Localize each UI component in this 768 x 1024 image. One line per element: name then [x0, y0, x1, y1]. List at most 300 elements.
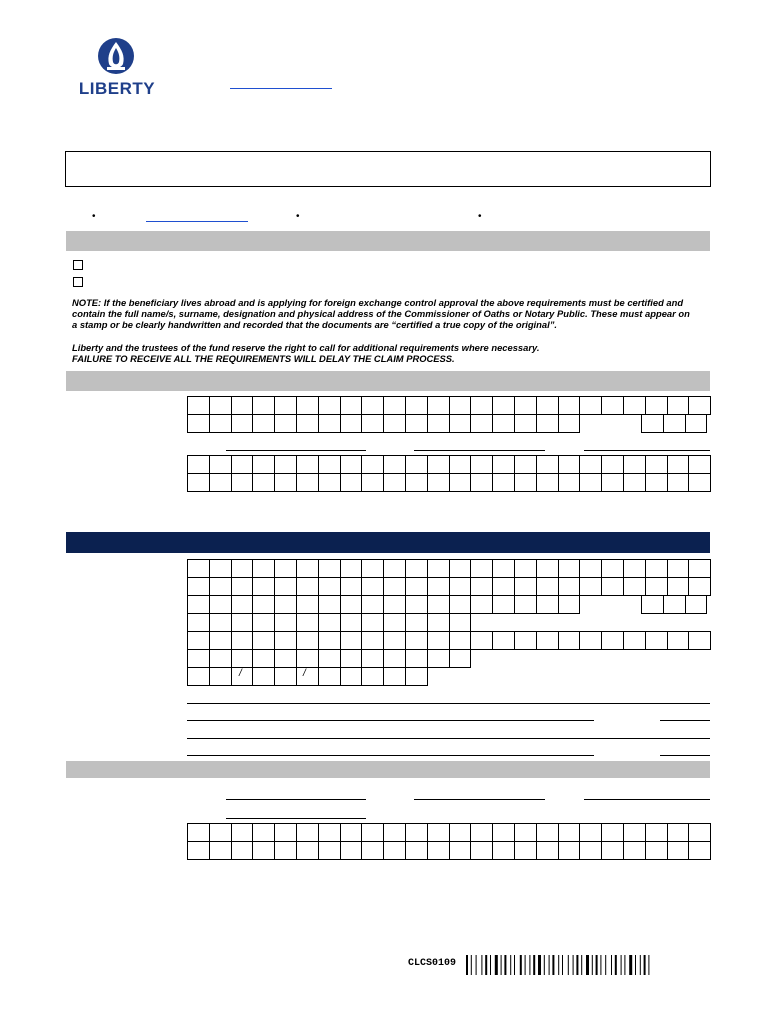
char-box[interactable] [361, 473, 384, 492]
char-box[interactable] [340, 414, 363, 433]
char-box[interactable] [361, 613, 384, 632]
char-box[interactable] [536, 559, 559, 578]
char-box[interactable] [470, 455, 493, 474]
requirement-checkbox-2[interactable] [73, 277, 83, 287]
char-box[interactable] [470, 396, 493, 415]
char-box[interactable] [318, 559, 341, 578]
field-underline[interactable] [414, 450, 545, 451]
char-box[interactable] [601, 559, 624, 578]
char-box[interactable] [492, 823, 515, 842]
char-box[interactable] [318, 649, 341, 668]
char-box[interactable] [274, 667, 297, 686]
char-box[interactable] [645, 577, 668, 596]
char-box[interactable] [623, 823, 646, 842]
char-box[interactable] [252, 631, 275, 650]
char-box[interactable] [405, 577, 428, 596]
char-box[interactable] [623, 631, 646, 650]
char-box[interactable] [405, 414, 428, 433]
char-box[interactable] [536, 396, 559, 415]
char-box[interactable] [296, 396, 319, 415]
char-box[interactable] [667, 559, 690, 578]
char-box[interactable] [383, 613, 406, 632]
char-box[interactable] [601, 455, 624, 474]
address-line[interactable] [187, 755, 594, 756]
char-box[interactable] [340, 455, 363, 474]
char-box[interactable] [340, 649, 363, 668]
char-box[interactable] [688, 823, 711, 842]
char-box[interactable] [492, 631, 515, 650]
char-box[interactable] [536, 414, 559, 433]
char-box[interactable] [641, 414, 664, 433]
char-box[interactable] [688, 577, 711, 596]
char-box[interactable] [536, 823, 559, 842]
char-box[interactable] [645, 631, 668, 650]
char-box[interactable] [514, 823, 537, 842]
char-box[interactable] [492, 414, 515, 433]
char-box[interactable] [209, 455, 232, 474]
char-box[interactable] [252, 649, 275, 668]
char-box[interactable] [209, 823, 232, 842]
char-box[interactable] [209, 649, 232, 668]
char-box[interactable] [601, 473, 624, 492]
char-box[interactable] [449, 595, 472, 614]
barcode-bar [529, 955, 530, 975]
char-box[interactable] [252, 455, 275, 474]
char-box[interactable] [492, 559, 515, 578]
char-box[interactable] [340, 613, 363, 632]
char-box[interactable] [623, 455, 646, 474]
char-box[interactable] [296, 841, 319, 860]
address-line[interactable] [187, 738, 710, 739]
char-box[interactable] [405, 613, 428, 632]
barcode-bar [558, 955, 559, 975]
char-box[interactable] [449, 823, 472, 842]
char-box[interactable] [318, 455, 341, 474]
char-box[interactable] [296, 667, 319, 686]
char-box[interactable] [492, 455, 515, 474]
char-box[interactable] [187, 631, 210, 650]
char-box[interactable] [361, 631, 384, 650]
header-link-underline[interactable] [230, 88, 332, 89]
char-box[interactable] [579, 559, 602, 578]
char-box[interactable] [187, 577, 210, 596]
char-box[interactable] [383, 455, 406, 474]
char-box[interactable] [340, 559, 363, 578]
char-box[interactable] [383, 414, 406, 433]
char-box[interactable] [209, 841, 232, 860]
char-box[interactable] [252, 841, 275, 860]
char-box[interactable] [601, 823, 624, 842]
char-box[interactable] [383, 396, 406, 415]
char-box[interactable] [252, 473, 275, 492]
char-box[interactable] [209, 595, 232, 614]
char-box[interactable] [187, 595, 210, 614]
char-box[interactable] [514, 473, 537, 492]
char-box[interactable] [470, 823, 493, 842]
char-box[interactable] [231, 559, 254, 578]
char-box[interactable] [361, 414, 384, 433]
char-box[interactable] [492, 473, 515, 492]
char-box[interactable] [405, 559, 428, 578]
char-box[interactable] [536, 473, 559, 492]
char-box[interactable] [623, 577, 646, 596]
char-box[interactable] [688, 559, 711, 578]
char-box[interactable] [579, 473, 602, 492]
char-box[interactable] [667, 577, 690, 596]
char-box[interactable] [536, 841, 559, 860]
char-box[interactable] [361, 823, 384, 842]
char-box[interactable] [383, 559, 406, 578]
char-box[interactable] [340, 667, 363, 686]
char-box[interactable] [187, 613, 210, 632]
char-box[interactable] [558, 577, 581, 596]
char-box[interactable] [405, 631, 428, 650]
char-box[interactable] [536, 455, 559, 474]
char-box[interactable] [470, 577, 493, 596]
char-box[interactable] [645, 559, 668, 578]
char-box[interactable] [405, 823, 428, 842]
char-box[interactable] [688, 455, 711, 474]
char-box[interactable] [449, 577, 472, 596]
char-box[interactable] [427, 577, 450, 596]
char-box[interactable] [231, 473, 254, 492]
char-box[interactable] [449, 613, 472, 632]
char-box[interactable] [318, 473, 341, 492]
char-box[interactable] [231, 414, 254, 433]
bullet-link-underline[interactable] [146, 221, 248, 222]
char-box[interactable] [536, 577, 559, 596]
char-box[interactable] [318, 577, 341, 596]
char-box[interactable] [296, 631, 319, 650]
char-box[interactable] [252, 613, 275, 632]
char-box[interactable] [470, 414, 493, 433]
field-underline[interactable] [226, 799, 366, 800]
char-box[interactable] [340, 396, 363, 415]
char-box[interactable] [340, 473, 363, 492]
char-box[interactable] [579, 455, 602, 474]
char-box[interactable] [645, 396, 668, 415]
char-box[interactable] [601, 396, 624, 415]
char-box[interactable] [252, 667, 275, 686]
char-box[interactable] [641, 595, 664, 614]
char-box[interactable] [514, 841, 537, 860]
char-box[interactable] [209, 667, 232, 686]
char-box[interactable] [558, 841, 581, 860]
char-box[interactable] [449, 396, 472, 415]
char-box[interactable] [383, 631, 406, 650]
barcode-bar [624, 955, 625, 975]
char-box[interactable] [427, 473, 450, 492]
char-box[interactable] [579, 823, 602, 842]
char-box[interactable] [274, 396, 297, 415]
char-box[interactable] [579, 841, 602, 860]
char-box[interactable] [274, 455, 297, 474]
char-box[interactable] [685, 414, 708, 433]
char-box[interactable] [296, 414, 319, 433]
char-box[interactable] [558, 631, 581, 650]
section-header-banking [66, 761, 710, 778]
char-box[interactable] [405, 667, 428, 686]
char-box[interactable] [318, 396, 341, 415]
char-box[interactable] [209, 613, 232, 632]
barcode-bar [629, 955, 632, 975]
char-box[interactable] [688, 631, 711, 650]
char-box[interactable] [252, 595, 275, 614]
char-box[interactable] [601, 577, 624, 596]
code-line[interactable] [660, 720, 710, 721]
char-box[interactable] [209, 577, 232, 596]
char-box[interactable] [492, 595, 515, 614]
char-box[interactable] [449, 631, 472, 650]
char-box[interactable] [427, 414, 450, 433]
char-box[interactable] [274, 823, 297, 842]
char-box[interactable] [427, 841, 450, 860]
char-box[interactable] [296, 649, 319, 668]
char-box[interactable] [187, 414, 210, 433]
char-box[interactable] [383, 667, 406, 686]
field-underline[interactable] [414, 799, 545, 800]
char-box[interactable] [383, 595, 406, 614]
char-box[interactable] [667, 455, 690, 474]
char-box[interactable] [274, 595, 297, 614]
char-box[interactable] [645, 473, 668, 492]
char-box[interactable] [296, 613, 319, 632]
barcode-bar [466, 955, 468, 975]
char-box[interactable] [405, 473, 428, 492]
char-box[interactable] [187, 667, 210, 686]
char-box[interactable] [296, 823, 319, 842]
char-box[interactable] [663, 595, 686, 614]
char-box[interactable] [645, 823, 668, 842]
char-box[interactable] [667, 841, 690, 860]
char-box[interactable] [340, 577, 363, 596]
char-box[interactable] [361, 559, 384, 578]
char-box[interactable] [427, 455, 450, 474]
char-box[interactable] [514, 414, 537, 433]
field-underline[interactable] [584, 799, 710, 800]
char-box[interactable] [514, 559, 537, 578]
char-box[interactable] [231, 595, 254, 614]
char-box[interactable] [449, 473, 472, 492]
char-box[interactable] [427, 396, 450, 415]
char-box[interactable] [536, 595, 559, 614]
char-box[interactable] [361, 455, 384, 474]
char-box[interactable] [231, 631, 254, 650]
char-box[interactable] [252, 559, 275, 578]
char-box[interactable] [274, 649, 297, 668]
char-box[interactable] [383, 577, 406, 596]
char-box[interactable] [492, 577, 515, 596]
char-box[interactable] [667, 396, 690, 415]
char-box[interactable] [427, 559, 450, 578]
char-box[interactable] [187, 473, 210, 492]
char-box[interactable] [296, 473, 319, 492]
char-box[interactable] [274, 577, 297, 596]
char-box[interactable] [209, 631, 232, 650]
char-box[interactable] [558, 823, 581, 842]
char-box[interactable] [296, 577, 319, 596]
char-box[interactable] [187, 396, 210, 415]
char-box[interactable] [231, 455, 254, 474]
char-box[interactable] [405, 649, 428, 668]
char-box[interactable] [663, 414, 686, 433]
char-box[interactable] [274, 631, 297, 650]
char-box[interactable] [427, 613, 450, 632]
char-box[interactable] [449, 841, 472, 860]
char-box[interactable] [340, 823, 363, 842]
char-box[interactable] [449, 649, 472, 668]
char-box[interactable] [296, 455, 319, 474]
char-box[interactable] [667, 823, 690, 842]
char-box[interactable] [340, 595, 363, 614]
char-box[interactable] [405, 595, 428, 614]
char-box[interactable] [667, 473, 690, 492]
char-box[interactable] [645, 455, 668, 474]
char-box[interactable] [558, 396, 581, 415]
char-box[interactable] [470, 631, 493, 650]
char-box[interactable] [296, 595, 319, 614]
char-box[interactable] [252, 823, 275, 842]
char-box[interactable] [688, 473, 711, 492]
char-box[interactable] [405, 841, 428, 860]
char-box[interactable] [427, 595, 450, 614]
char-box[interactable] [558, 559, 581, 578]
char-box[interactable] [685, 595, 708, 614]
char-box[interactable] [340, 841, 363, 860]
field-underline[interactable] [226, 818, 366, 819]
field-underline[interactable] [226, 450, 366, 451]
char-box[interactable] [318, 823, 341, 842]
char-box[interactable] [187, 823, 210, 842]
section-header-deceased [66, 371, 710, 391]
barcode-bar [648, 955, 649, 975]
char-box[interactable] [318, 631, 341, 650]
char-box[interactable] [449, 414, 472, 433]
char-box[interactable] [318, 613, 341, 632]
char-box[interactable] [645, 841, 668, 860]
char-box[interactable] [187, 649, 210, 668]
char-box[interactable] [209, 473, 232, 492]
char-box[interactable] [318, 414, 341, 433]
char-box[interactable] [470, 595, 493, 614]
barcode-bar [495, 955, 498, 975]
char-box[interactable] [623, 473, 646, 492]
char-box[interactable] [514, 396, 537, 415]
char-box[interactable] [492, 841, 515, 860]
address-line[interactable] [187, 720, 594, 721]
char-box[interactable] [579, 396, 602, 415]
char-box[interactable] [361, 667, 384, 686]
char-box[interactable] [427, 649, 450, 668]
char-box[interactable] [514, 595, 537, 614]
char-box[interactable] [361, 577, 384, 596]
field-underline[interactable] [584, 450, 710, 451]
barcode-bar [490, 955, 491, 975]
char-box[interactable] [558, 455, 581, 474]
barcode-bar [481, 955, 482, 975]
char-box[interactable] [667, 631, 690, 650]
char-box[interactable] [427, 631, 450, 650]
char-box[interactable] [252, 414, 275, 433]
char-box[interactable] [231, 613, 254, 632]
char-box[interactable] [470, 841, 493, 860]
char-box[interactable] [296, 559, 319, 578]
char-box[interactable] [252, 396, 275, 415]
char-box[interactable] [601, 841, 624, 860]
code-line[interactable] [660, 755, 710, 756]
char-box[interactable] [274, 414, 297, 433]
char-box[interactable] [318, 841, 341, 860]
char-box[interactable] [209, 396, 232, 415]
char-box[interactable] [688, 396, 711, 415]
char-box[interactable] [601, 631, 624, 650]
barcode-bar [533, 955, 535, 975]
bullet-1: • [92, 211, 96, 222]
char-box[interactable] [231, 577, 254, 596]
char-box[interactable] [579, 631, 602, 650]
char-box[interactable] [558, 473, 581, 492]
char-box[interactable] [688, 841, 711, 860]
char-box[interactable] [361, 396, 384, 415]
char-box[interactable] [340, 631, 363, 650]
char-box[interactable] [470, 559, 493, 578]
char-box[interactable] [383, 841, 406, 860]
char-box[interactable] [405, 455, 428, 474]
address-line[interactable] [187, 703, 710, 704]
char-box[interactable] [558, 414, 581, 433]
char-box[interactable] [274, 473, 297, 492]
char-box[interactable] [383, 473, 406, 492]
char-box[interactable] [318, 667, 341, 686]
char-box[interactable] [274, 841, 297, 860]
char-box[interactable] [361, 649, 384, 668]
char-box[interactable] [274, 613, 297, 632]
char-box[interactable] [579, 577, 602, 596]
char-box[interactable] [514, 577, 537, 596]
char-box[interactable] [623, 559, 646, 578]
char-box[interactable] [492, 396, 515, 415]
char-box[interactable] [383, 823, 406, 842]
char-box[interactable] [470, 473, 493, 492]
char-box[interactable] [274, 559, 297, 578]
char-box[interactable] [187, 559, 210, 578]
char-box[interactable] [187, 455, 210, 474]
char-box[interactable] [361, 595, 384, 614]
char-box[interactable] [231, 396, 254, 415]
char-box[interactable] [449, 455, 472, 474]
char-box[interactable] [231, 823, 254, 842]
char-box[interactable] [361, 841, 384, 860]
requirement-checkbox-1[interactable] [73, 260, 83, 270]
char-box[interactable] [209, 414, 232, 433]
char-box[interactable] [405, 396, 428, 415]
char-box[interactable] [514, 455, 537, 474]
char-box[interactable] [187, 841, 210, 860]
char-box[interactable] [231, 841, 254, 860]
char-box[interactable] [209, 559, 232, 578]
char-box[interactable] [449, 559, 472, 578]
char-box[interactable] [231, 649, 254, 668]
char-box[interactable] [623, 841, 646, 860]
char-box[interactable] [383, 649, 406, 668]
char-box[interactable] [558, 595, 581, 614]
char-box[interactable] [514, 631, 537, 650]
char-box[interactable] [623, 396, 646, 415]
char-box[interactable] [252, 577, 275, 596]
char-box[interactable] [536, 631, 559, 650]
char-box[interactable] [427, 823, 450, 842]
char-box[interactable] [318, 595, 341, 614]
